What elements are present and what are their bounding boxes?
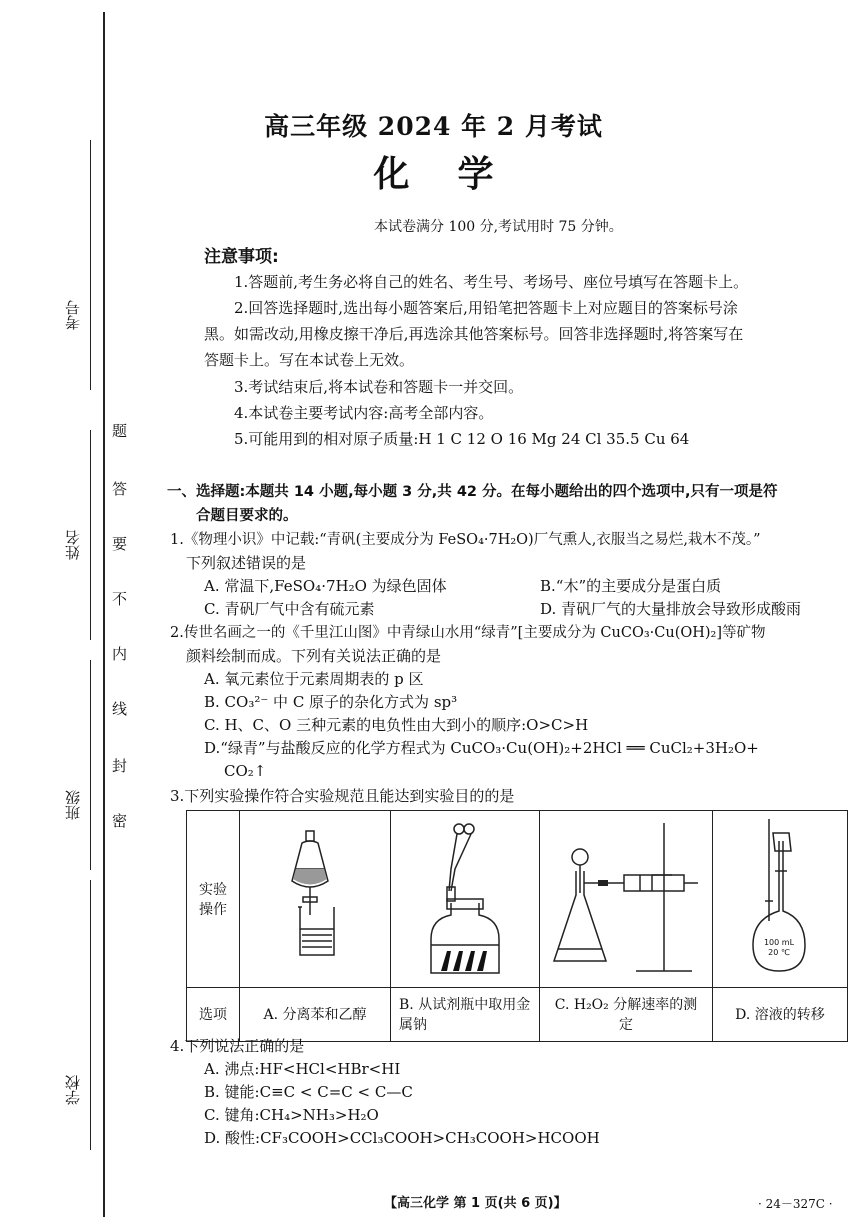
school-label: 学校 [64, 1075, 82, 1105]
seal-char: 答 [112, 480, 128, 498]
notice-line: 黑。如需改动,用橡皮擦干净后,再选涂其他答案标号。回答非选择题时,将答案写在 [204, 325, 744, 343]
q2-option-b: B. CO₃²⁻ 中 C 原子的杂化方式为 sp³ [204, 693, 458, 711]
section-heading: 一、选择题:本题共 14 小题,每小题 3 分,共 42 分。在每小题给出的四个选项中,只有一项是符 [167, 484, 778, 500]
flask-label-temp: 20 ℃ [768, 948, 790, 957]
q4-option-a: A. 沸点:HF<HCl<HBr<HI [204, 1060, 401, 1078]
q4-option-d: D. 酸性:CF₃COOH>CCl₃COOH>CH₃COOH>HCOOH [204, 1129, 600, 1147]
apparatus-volumetric-flask [713, 811, 848, 988]
exam-intro: 本试卷满分 100 分,考试用时 75 分钟。 [374, 219, 623, 235]
q1-option-a: A. 常温下,FeSO₄·7H₂O 为绿色固体 [204, 577, 447, 595]
q1-option-b: B.“木”的主要成分是蛋白质 [540, 577, 722, 595]
seal-char: 线 [112, 700, 128, 718]
q4-option-b: B. 键能:C≡C < C=C < C—C [204, 1083, 413, 1101]
q3-option-a: A. 分离苯和乙醇 [240, 988, 391, 1042]
q3-option-b: B. 从试剂瓶中取用金属钠 [391, 988, 540, 1042]
q2-option-c: C. H、C、O 三种元素的电负性由大到小的顺序:O>C>H [204, 716, 589, 734]
row-head-option: 选项 [187, 988, 240, 1042]
q1-stem-cont: 下列叙述错误的是 [186, 554, 307, 572]
notice-line: 4.本试卷主要考试内容:高考全部内容。 [234, 404, 494, 422]
flask-label-volume: 100 mL [763, 938, 795, 947]
q4-stem: 4.下列说法正确的是 [170, 1037, 305, 1055]
name-blank[interactable] [90, 430, 91, 640]
name-label: 姓名 [64, 530, 82, 560]
q3-stem: 3.下列实验操作符合实验规范且能达到实验目的的是 [170, 787, 515, 805]
seal-char: 不 [112, 590, 128, 608]
q2-stem: 2.传世名画之一的《千里江山图》中青绿山水用“绿青”[主要成分为 CuCO₃·Cu(OH)₂]等矿物 [170, 625, 766, 641]
q2-option-d: D.“绿青”与盐酸反应的化学方程式为 CuCO₃·Cu(OH)₂+2HCl ══ CuCl₂+3H₂O+ [204, 739, 759, 757]
q3-option-c: C. H₂O₂ 分解速率的测定 [540, 988, 713, 1042]
notice-line: 3.考试结束后,将本试卷和答题卡一并交回。 [234, 378, 524, 396]
notice-line: 2.回答选择题时,选出每小题答案后,用铅笔把答题卡上对应题目的答案标号涂 [234, 299, 738, 317]
exam-no-label: 考号 [64, 300, 82, 330]
exam-title: 高三年级 2024 年 2 月考试 [264, 112, 603, 141]
subject-title: 化学 [373, 153, 542, 195]
apparatus-reagent-bottle-tweezers [391, 811, 540, 988]
notice-line: 答题卡上。写在本试卷上无效。 [204, 351, 415, 369]
notice-line: 5.可能用到的相对原子质量:H 1 C 12 O 16 Mg 24 Cl 35.5 Cu 64 [234, 430, 690, 448]
q1-option-d: D. 青矾厂气的大量排放会导致形成酸雨 [540, 600, 802, 618]
q2-option-a: A. 氧元素位于元素周期表的 p 区 [204, 670, 424, 688]
q1-stem: 1.《物理小识》中记载:“青矾(主要成分为 FeSO₄·7H₂O)厂气熏人,衣服当之易烂,栽木不茂。” [170, 532, 761, 548]
seal-char: 要 [112, 535, 128, 553]
class-blank[interactable] [90, 660, 91, 870]
paper-code: · 24－327C · [758, 1197, 833, 1211]
seal-char: 内 [112, 645, 128, 663]
q1-option-c: C. 青矾厂气中含有硫元素 [204, 600, 375, 618]
class-label: 班级 [64, 790, 82, 820]
apparatus-separatory-funnel [240, 811, 391, 988]
row-head-operation: 实验操作 [187, 811, 240, 988]
q2-option-d-cont: CO₂↑ [224, 762, 267, 780]
seal-char: 密 [112, 812, 128, 830]
school-blank[interactable] [90, 880, 91, 1150]
experiment-table [186, 810, 848, 1042]
notice-line: 1.答题前,考生务必将自己的姓名、考生号、考场号、座位号填写在答题卡上。 [234, 273, 749, 291]
page-footer: 【高三化学 第 1 页(共 6 页)】 [384, 1196, 567, 1211]
q2-stem-cont: 颜料绘制而成。下列有关说法正确的是 [186, 647, 442, 665]
section-heading-cont: 合题目要求的。 [196, 508, 298, 524]
q4-option-c: C. 键角:CH₄>NH₃>H₂O [204, 1106, 379, 1124]
q3-option-d: D. 溶液的转移 [713, 988, 848, 1042]
apparatus-syringe-flask [540, 811, 713, 988]
seal-char: 封 [112, 757, 128, 775]
seal-char: 题 [112, 422, 128, 440]
notice-heading: 注意事项: [204, 247, 279, 267]
